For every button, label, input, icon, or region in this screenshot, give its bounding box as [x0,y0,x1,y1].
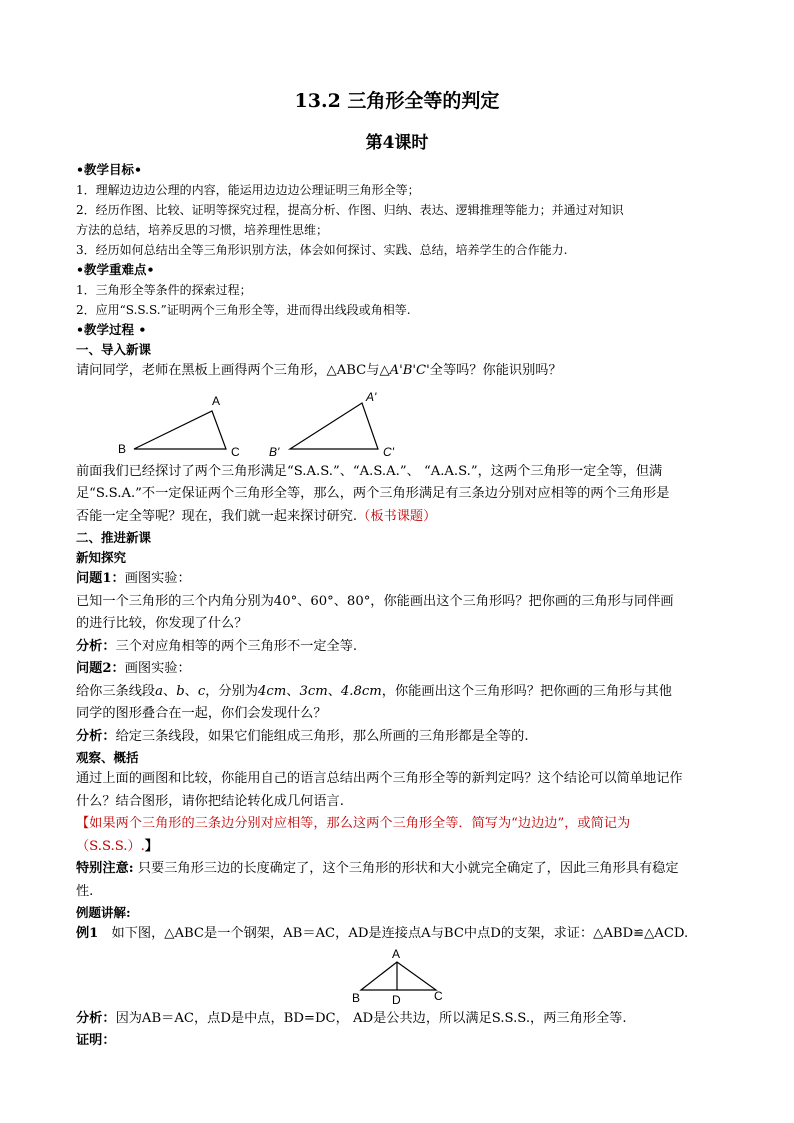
question1-text: 的进行比较，你发现了什么？ [76,616,248,631]
question1-text: 已知一个三角形的三个内角分别为40°、60°、80°，你能画出这个三角形吗？把你画的三角形与同伴画 [76,593,674,609]
label-c: C [434,988,443,1003]
triangles-figure [76,383,718,461]
steel-frame-figure [76,946,718,1008]
review-text: 前面我们已经探讨了两个三角形满足“S.A.S.”、“A.S.A.”、 “A.A.S.”，这两个三角形一定全等，但满 [76,463,663,479]
observe-text: 什么？结合图形，请你把结论转化成几何语言. [76,793,344,809]
question2-text: 同学的图形叠合在一起，你们会发现什么？ [76,706,327,721]
review-text: 否能一定全等呢？现在，我们就一起来探讨研究.（板书课题） [76,508,437,524]
observe-text: 通过上面的画图和比较，你能用自己的语言总结出两个三角形全等的新判定吗？这个结论可以简单地记作 [76,771,683,786]
proof-label: 证明： [76,1033,116,1048]
board-topic-note: （板书课题） [357,508,437,524]
label-c-prime: C' [383,444,394,459]
example1-text: 例1 如下图，△ABC是一个钢架，AB＝AC，AD是连接点A与BC中点D的支架，求证：△ABD≌△ACD. [76,926,689,941]
triangle-abc-frame [361,962,436,990]
process-heading: •教学过程 • [76,322,147,337]
goals-heading: •教学目标• [76,162,142,177]
example1-analysis: 分析：因为AB＝AC，点D是中点，BD=DC， AD是公共边，所以满足S.S.S.，两三角形全等. [76,1010,627,1026]
goal-item: 1．理解边边边公理的内容，能运用边边边公理证明三角形全等； [76,183,420,197]
explore-heading: 新知探究 [76,550,127,565]
intro-text: 请问同学，老师在黑板上画得两个三角形，△ABC与△A'B'C'全等吗？你能识别吗？ [76,363,562,378]
keypoints-heading: •教学重难点• [76,262,155,277]
question1-title: 问题1：画图实验： [76,571,191,586]
keypoint-item: 1．三角形全等条件的探索过程； [76,283,252,297]
triangle-abc-prime [290,403,378,449]
special-note: 特别注意: 只要三角形三边的长度确定了，这个三角形的形状和大小就完全确定了，因此三角形具有稳定 [76,861,679,876]
label-b: B [352,990,361,1005]
special-note: 性. [76,883,94,899]
conclusion-text: 【如果两个三角形的三条边分别对应相等，那么这两个三角形全等．简写为“边边边”，或简记为 [76,816,631,831]
label-b-prime: B' [269,444,280,459]
observe-heading: 观察、概括 [76,750,139,765]
intro-heading: 一、导入新课 [76,342,152,357]
label-b: B [118,441,127,456]
question2-title: 问题2：画图实验： [76,661,191,676]
examples-heading: 例题讲解: [76,905,131,920]
label-d: D [392,992,401,1007]
conclusion-text: （S.S.S.）.】 [76,838,159,854]
page-subtitle: 第4课时 [365,133,429,153]
label-a: A [392,946,401,961]
label-a-prime: A' [366,389,377,404]
label-a: A [212,393,221,408]
review-text: 足“S.S.A.”不一定保证两个三角形全等，那么，两个三角形满足有三条边分别对应相等的两个三角形是 [76,486,670,501]
question1-analysis: 分析：三个对应角相等的两个三角形不一定全等. [76,638,358,654]
document-body [76,160,718,1053]
question2-text: 给你三条线段a、b、c，分别为4cm、3cm、4.8cm，你能画出这个三角形吗？把你画的三角形与其他 [76,683,672,699]
page-title: 13.2 三角形全等的判定 [294,90,500,112]
question2-analysis: 分析：给定三条线段，如果它们能组成三角形，那么所画的三角形都是全等的. [76,728,529,744]
label-c: C [231,444,240,459]
new-lesson-heading: 二、推进新课 [76,530,152,545]
goal-item: 2．经历作图、比较、证明等探究过程，提高分析、作图、归纳、表达、逻辑推理等能力；并通过对知识 [76,203,624,217]
triangle-abc [134,411,226,449]
goal-item: 3．经历如何总结出全等三角形识别方法，体会如何探讨、实践、总结，培养学生的合作能力. [76,243,568,257]
goal-item: 方法的总结，培养反思的习惯，培养理性思维； [76,223,329,237]
keypoint-item: 2．应用“S.S.S.”证明两个三角形全等，进而得出线段或角相等. [76,303,411,317]
triangles-svg [76,383,406,461]
steel-frame-svg [76,946,718,1008]
